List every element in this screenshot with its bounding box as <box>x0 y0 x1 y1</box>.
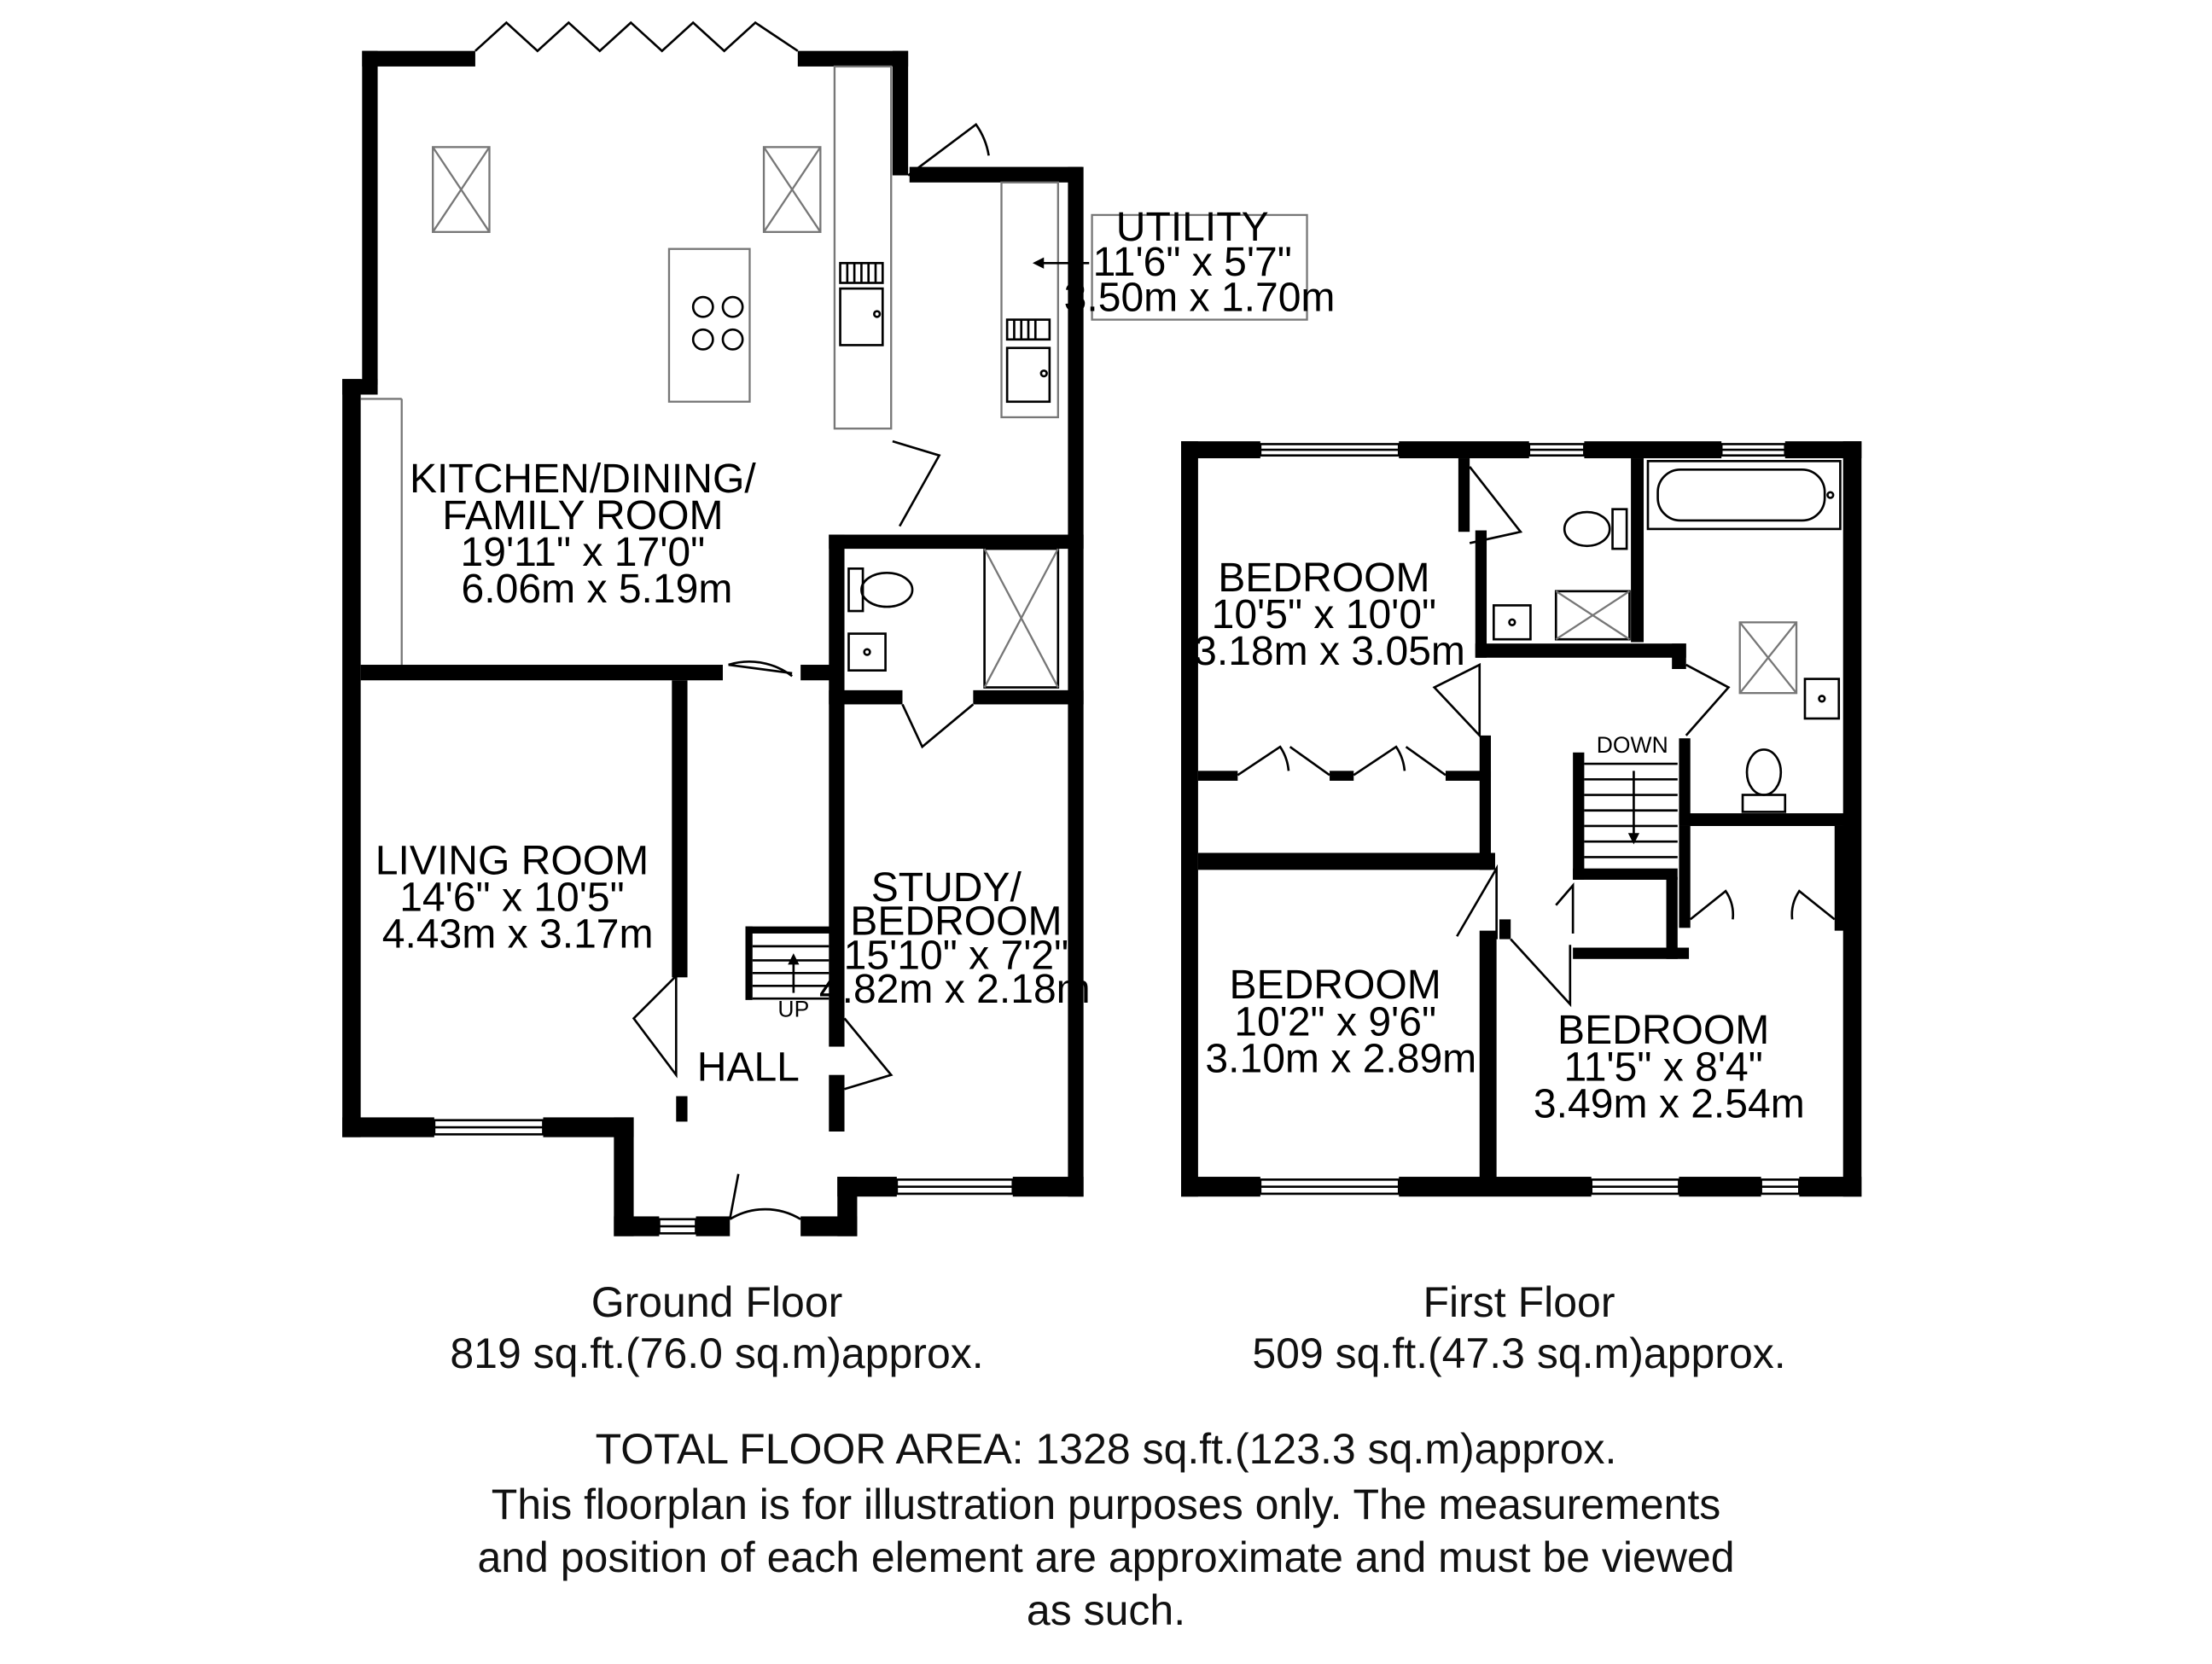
first-floor-door-swings <box>1237 467 1834 1004</box>
study-label: BEDROOM <box>850 898 1062 945</box>
bedroom-2-dimensions-imperial: 10'2" x 9'6" <box>1234 998 1437 1045</box>
toilet-icon <box>1743 749 1785 812</box>
svg-text:UTILITY 11'6" x 5'7" <box>1064 204 1336 321</box>
bathroom <box>1648 461 1840 812</box>
hob-icon <box>693 297 742 349</box>
bedroom-3-label: BEDROOM <box>1557 1007 1770 1054</box>
basin-icon <box>1805 679 1839 719</box>
total-floor-area: TOTAL FLOOR AREA: 1328 sq.ft.(123.3 sq.m)approx. <box>595 1425 1617 1473</box>
utility-dimensions-imperial: 11'6" x 5'7" <box>1092 239 1292 286</box>
svg-text:LIVING ROOM 14'6" x 10 <box>375 837 661 957</box>
first-stairs <box>1584 764 1677 857</box>
bedroom-1-dimensions-metric: 3.18m x 3.05m <box>1194 628 1465 675</box>
bedroom-3-dimensions-metric: 3.49m x 2.54m <box>1533 1080 1805 1127</box>
basin-icon <box>849 634 886 671</box>
bedroom-3-dimensions-imperial: 11'5" x 8'4" <box>1563 1044 1763 1091</box>
ground-floor-windows <box>434 1120 1013 1234</box>
disclaimer <box>0 1478 2212 1637</box>
living-room-dimensions-metric: 4.43m x 3.17m <box>381 911 654 957</box>
basin-icon <box>1493 605 1530 639</box>
bifold-doors-icon <box>475 23 798 51</box>
ground-floor-title: Ground Floor <box>591 1278 843 1326</box>
ground-floor-caption <box>307 1277 1126 1379</box>
disclaimer-line: and position of each element are approximate and must be viewed <box>477 1533 1735 1581</box>
first-floor-caption <box>1109 1277 1929 1379</box>
study-dimensions-metric: 4.82m x 2.18m <box>818 966 1091 1013</box>
bedroom-1-dimensions-imperial: 10'5" x 10'0" <box>1211 591 1437 637</box>
kitchen-island <box>669 249 749 402</box>
utility-sink-icon <box>1007 320 1050 402</box>
study-dimensions-imperial: 15'10" x 7'2" <box>843 932 1069 979</box>
stairs-down-label: DOWN <box>1596 731 1668 758</box>
utility-dimensions-metric: 3.50m x 1.70m <box>1063 274 1336 321</box>
stairs-up-label: UP <box>777 996 810 1022</box>
toilet-icon <box>1564 509 1627 549</box>
first-floor-area: 509 sq.ft.(47.3 sq.m)approx. <box>1252 1329 1786 1377</box>
kitchen-label: KITCHEN/DINING/ <box>409 455 756 502</box>
kitchen-sink-icon <box>841 263 883 345</box>
ground-shower-room <box>849 549 1058 687</box>
first-floor-shower-room <box>1493 509 1629 639</box>
ground-floor-area: 819 sq.ft.(76.0 sq.m)approx. <box>450 1329 984 1377</box>
living-room-dimensions-imperial: 14'6" x 10'5" <box>399 874 625 921</box>
skylight-icon <box>1740 622 1796 693</box>
living-room-label: LIVING ROOM <box>375 837 649 884</box>
utility-label: UTILITY <box>1115 203 1269 250</box>
bedroom-1-label: BEDROOM <box>1218 554 1430 601</box>
bedroom-2-label: BEDROOM <box>1229 962 1441 1009</box>
bath-icon <box>1648 461 1840 529</box>
skylight-icon <box>433 147 820 231</box>
disclaimer-line: as such. <box>1026 1586 1186 1634</box>
first-floor-title: First Floor <box>1423 1278 1615 1326</box>
svg-text:BEDROOM 10'5" x 10'0" <box>1194 555 1465 674</box>
svg-text:STUDY/ BEDROOM <box>819 864 1091 1012</box>
stairs-up-arrow-icon <box>788 953 799 964</box>
kitchen-label: FAMILY ROOM <box>442 492 724 538</box>
kitchen-worktop <box>835 67 891 428</box>
svg-text:BEDROOM 11'5" x 8'4" <box>1534 1007 1805 1126</box>
disclaimer-line: This floorplan is for illustration purposes only. The measurements <box>491 1481 1721 1528</box>
hall-label: HALL <box>696 1044 800 1091</box>
svg-text:KITCHEN/DINING/ FAMILY <box>410 456 767 612</box>
svg-text:BEDROOM 10'2" x 9'6" <box>1205 962 1476 1081</box>
bedroom-2-dimensions-metric: 3.10m x 2.89m <box>1205 1035 1477 1082</box>
kitchen-dimensions-imperial: 19'11" x 17'0" <box>460 528 706 575</box>
study-label: STUDY/ <box>870 864 1022 911</box>
toilet-icon <box>849 568 913 611</box>
kitchen-dimensions-metric: 6.06m x 5.19m <box>461 566 733 613</box>
